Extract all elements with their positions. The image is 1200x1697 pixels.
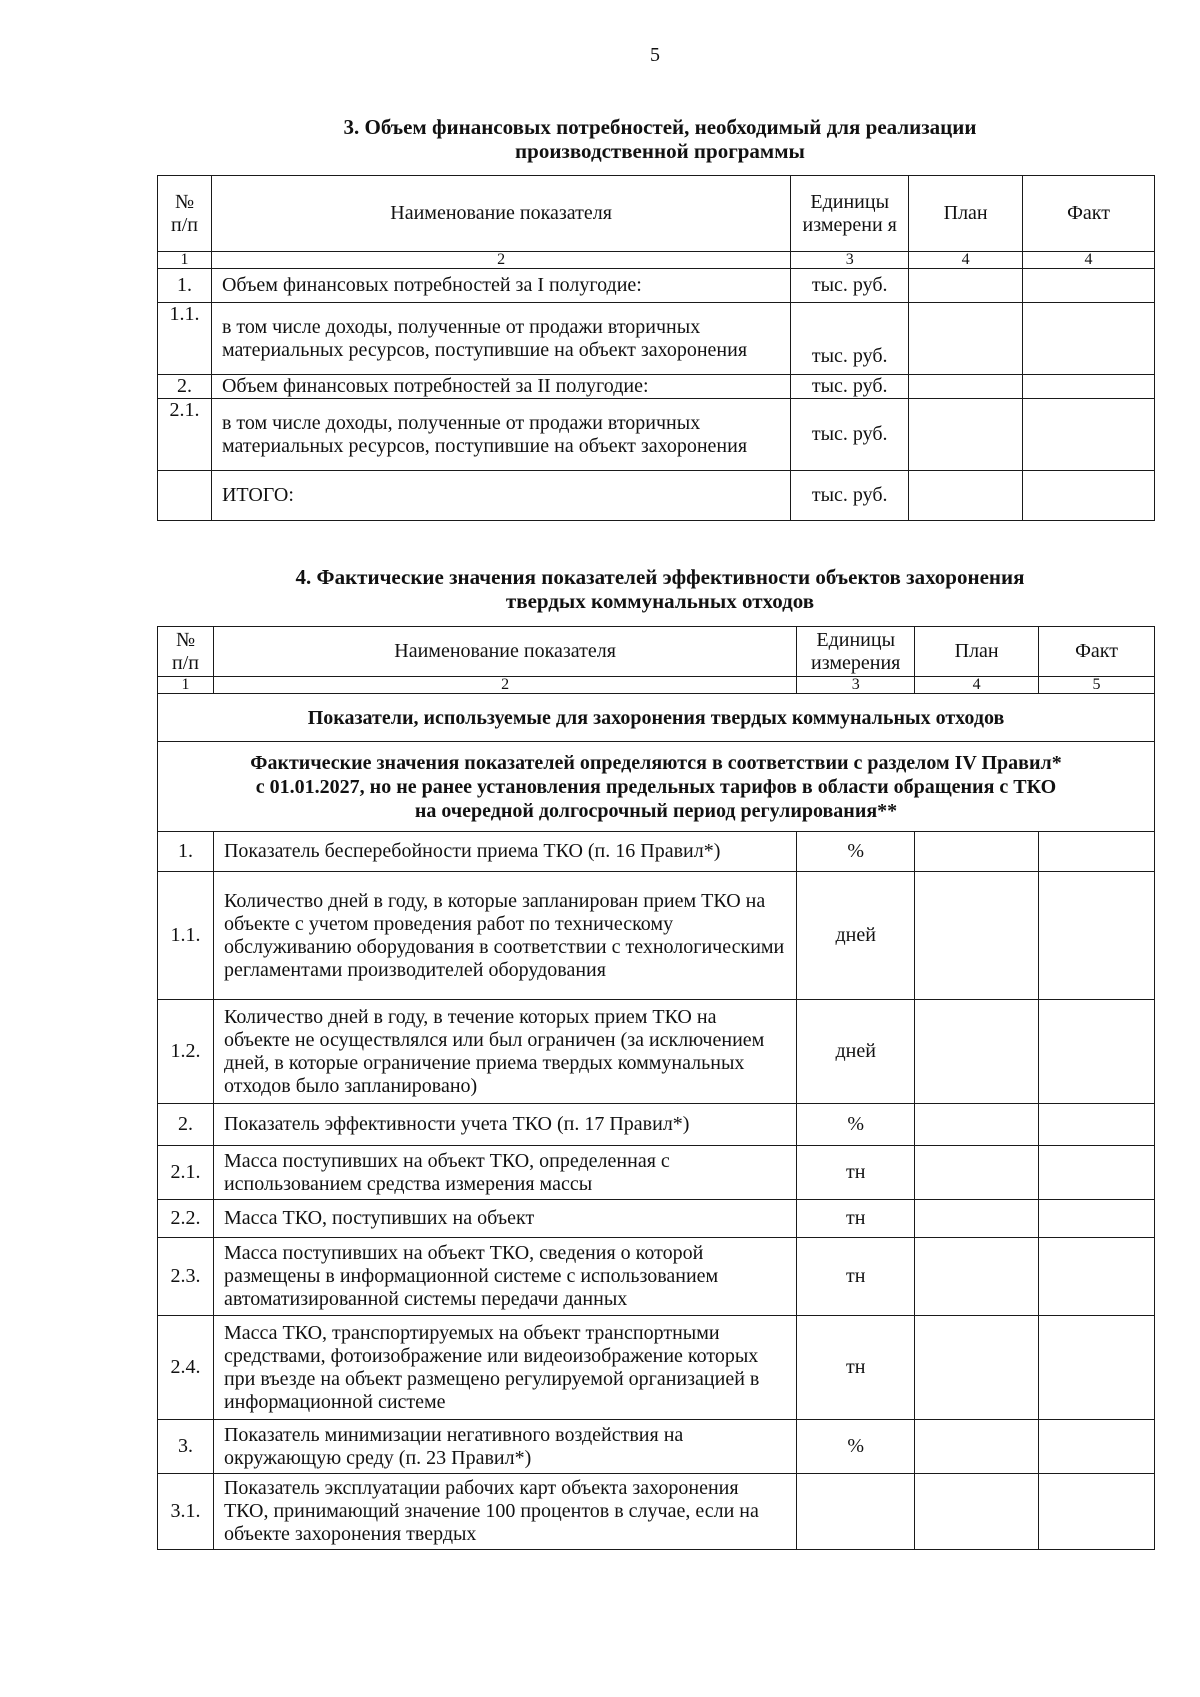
header-fact: Факт [1023,176,1155,252]
row-plan [915,872,1039,1000]
row-plan [909,399,1023,471]
row-unit: дней [797,872,915,1000]
row-name: Количество дней в году, в течение которых прием ТКО на объекте не осуществлялся или был ограничен (за исключением дней, в которые ограничение приема твердых коммунальных отходов было запланировано) [213,1000,796,1104]
row-num: 2.4. [158,1316,214,1420]
col-index: 5 [1039,677,1155,694]
section3-title [160,115,1160,163]
header-fact: Факт [1039,627,1155,677]
row-unit: % [797,1104,915,1146]
row-name: Масса ТКО, поступивших на объект [213,1200,796,1238]
row-num: 2.1. [158,399,212,471]
col-index: 3 [797,677,915,694]
row-plan [915,1238,1039,1316]
row-num: 2.1. [158,1146,214,1200]
header-unit: Единицы измерени я [791,176,909,252]
row-num: 3. [158,1420,214,1474]
row-fact [1039,832,1155,872]
row-plan [915,1104,1039,1146]
row-fact [1039,1200,1155,1238]
row-fact [1039,1146,1155,1200]
row-name: Объем финансовых потребностей за II полугодие: [211,375,790,399]
row-unit: тыс. руб. [791,375,909,399]
header-name: Наименование показателя [213,627,796,677]
table-row [158,375,1155,399]
section4-title-line1: 4. Фактические значения показателей эффективности объектов захоронения [295,565,1025,589]
row-unit [797,1474,915,1550]
row-plan [909,471,1023,521]
header-num: № п/п [158,627,214,677]
col-index: 2 [213,677,796,694]
row-plan [915,1200,1039,1238]
row-name: в том числе доходы, полученные от продажи вторичных материальных ресурсов, поступившие на объект захоронения [211,303,790,375]
row-name: Масса ТКО, транспортируемых на объект транспортными средствами, фотоизображение или видеоизображение которых при въезде на объект размещено регулируемой организацией в информационной системе [213,1316,796,1420]
row-plan [915,1146,1039,1200]
row-unit: тыс. руб. [791,399,909,471]
page-number: 5 [650,44,660,66]
col-index: 4 [909,252,1023,269]
section3-title-line2: производственной программы [515,139,805,163]
table-row [158,1238,1155,1316]
row-plan [915,1420,1039,1474]
row-plan [915,832,1039,872]
row-num: 1.1. [158,303,212,375]
row-fact [1039,1474,1155,1550]
table-row [158,303,1155,375]
section4-title-line2: твердых коммунальных отходов [505,589,815,613]
table-row [158,872,1155,1000]
row-fact [1023,269,1155,303]
row-plan [909,375,1023,399]
row-fact [1023,303,1155,375]
row-unit: тн [797,1238,915,1316]
row-plan [915,1316,1039,1420]
table-row [158,269,1155,303]
row-fact [1023,399,1155,471]
row-fact [1039,1316,1155,1420]
row-name: Масса поступивших на объект ТКО, определенная с использованием средства измерения массы [213,1146,796,1200]
row-unit: % [797,832,915,872]
header-unit: Единицы измерения [797,627,915,677]
header-num: № п/п [158,176,212,252]
row-fact [1023,375,1155,399]
header-plan: План [915,627,1039,677]
row-unit: тыс. руб. [791,269,909,303]
row-fact [1039,1420,1155,1474]
col-index: 1 [158,677,214,694]
group-note-line1: Фактические значения показателей определяются в соответствии с разделом IV Правил* [250,751,1062,774]
table-header-row [158,627,1155,677]
table-row [158,1104,1155,1146]
row-plan [909,303,1023,375]
row-num: 1. [158,269,212,303]
row-num: 2.3. [158,1238,214,1316]
row-fact [1039,1238,1155,1316]
row-num: 3.1. [158,1474,214,1550]
row-num: 2. [158,375,212,399]
row-name: ИТОГО: [211,471,790,521]
section3-title-line1: 3. Объем финансовых потребностей, необходимый для реализации [343,115,977,139]
group-title: Показатели, используемые для захоронения твердых коммунальных отходов [158,694,1155,742]
table-header-row [158,176,1155,252]
row-fact [1023,471,1155,521]
row-unit: тыс. руб. [791,471,909,521]
row-unit: дней [797,1000,915,1104]
section4-title [160,565,1160,613]
column-index-row [158,252,1155,269]
row-fact [1039,1104,1155,1146]
row-unit: тн [797,1200,915,1238]
financial-needs-table [157,175,1155,521]
col-index: 2 [211,252,790,269]
row-fact [1039,872,1155,1000]
row-name: Показатель минимизации негативного воздействия на окружающую среду (п. 23 Правил*) [213,1420,796,1474]
group-note-row [158,742,1155,832]
row-unit: % [797,1420,915,1474]
row-num: 1.1. [158,872,214,1000]
efficiency-indicators-table [157,626,1155,1550]
table-row [158,1000,1155,1104]
row-unit: тн [797,1316,915,1420]
table-row [158,1146,1155,1200]
group-note [158,742,1155,832]
row-name: Масса поступивших на объект ТКО, сведения о которой размещены в информационной системе с использованием автоматизированной системы передачи данных [213,1238,796,1316]
group-note-line2: с 01.01.2027, но не ранее установления предельных тарифов в области обращения с ТКО [255,775,1057,798]
row-num: 1. [158,832,214,872]
row-name: Количество дней в году, в которые запланирован прием ТКО на объекте с учетом проведения работ по техническому обслуживанию оборудования в соответствии с технологическими регламентами производителей оборудования [213,872,796,1000]
row-name: Показатель эксплуатации рабочих карт объекта захоронения ТКО, принимающий значение 100 процентов в случае, если на объекте захоронения твердых [213,1474,796,1550]
row-name: Объем финансовых потребностей за I полугодие: [211,269,790,303]
row-fact [1039,1000,1155,1104]
col-index: 3 [791,252,909,269]
row-plan [915,1474,1039,1550]
row-name: в том числе доходы, полученные от продажи вторичных материальных ресурсов, поступившие на объект захоронения [211,399,790,471]
table-row [158,399,1155,471]
row-num [158,471,212,521]
table-row-total [158,471,1155,521]
table-row [158,832,1155,872]
group-title-row [158,694,1155,742]
table-row [158,1420,1155,1474]
col-index: 4 [1023,252,1155,269]
row-unit: тн [797,1146,915,1200]
header-name: Наименование показателя [211,176,790,252]
column-index-row [158,677,1155,694]
row-plan [909,269,1023,303]
row-unit: тыс. руб. [791,303,909,375]
row-num: 2. [158,1104,214,1146]
group-note-line3: на очередной долгосрочный период регулирования** [414,799,898,822]
col-index: 1 [158,252,212,269]
row-num: 2.2. [158,1200,214,1238]
header-plan: План [909,176,1023,252]
row-name: Показатель эффективности учета ТКО (п. 17 Правил*) [213,1104,796,1146]
row-num: 1.2. [158,1000,214,1104]
table-row [158,1316,1155,1420]
col-index: 4 [915,677,1039,694]
row-name: Показатель бесперебойности приема ТКО (п. 16 Правил*) [213,832,796,872]
table-row [158,1474,1155,1550]
row-plan [915,1000,1039,1104]
table-row [158,1200,1155,1238]
